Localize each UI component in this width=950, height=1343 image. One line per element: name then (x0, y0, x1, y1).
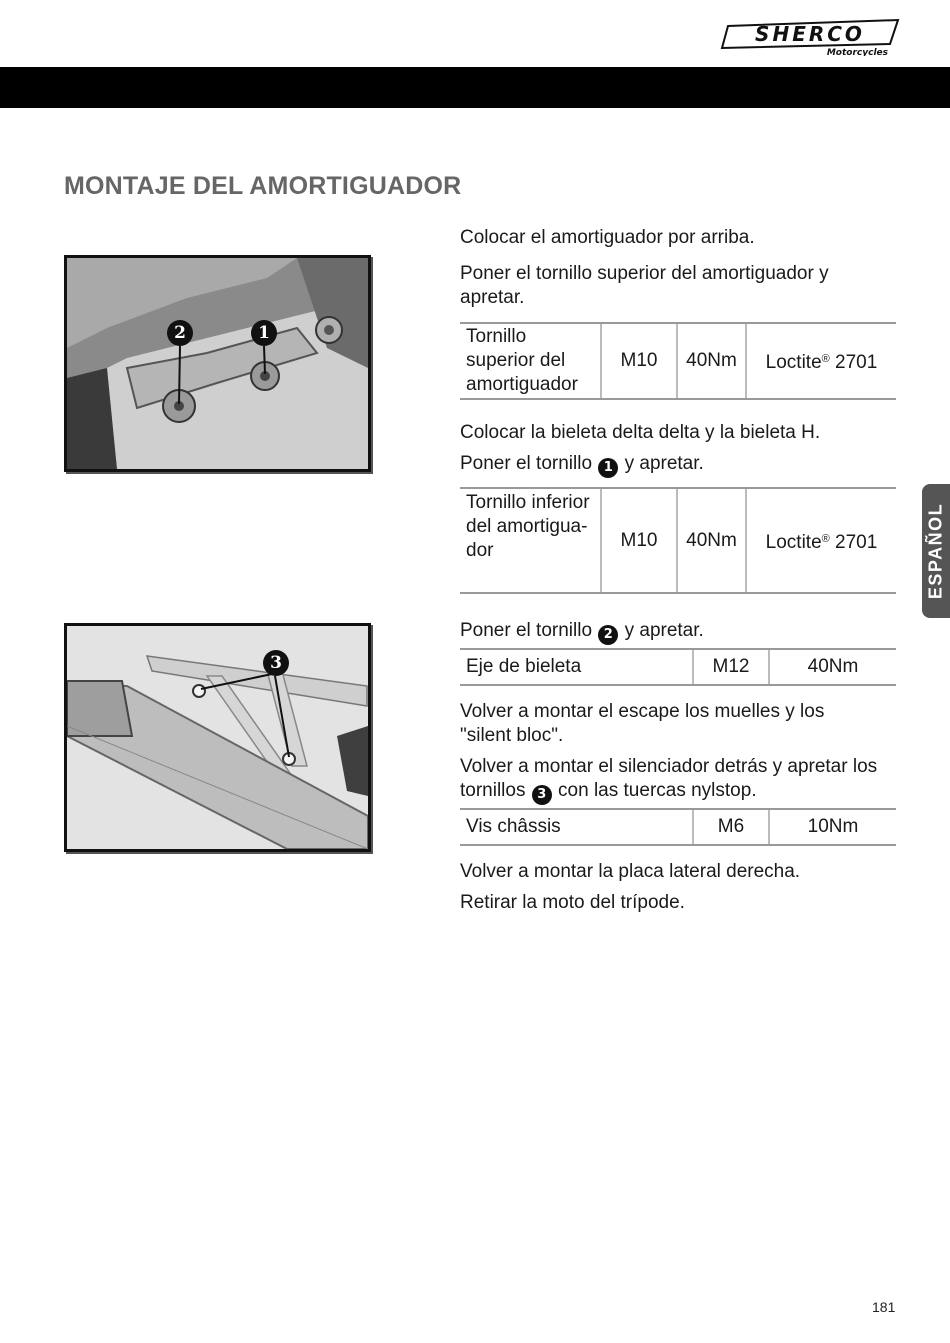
size-cell: M10 (601, 488, 677, 593)
part-cell: Tornillo inferior del amortigua-dor (460, 488, 601, 593)
table-row (460, 649, 896, 685)
language-tab-label: ESPAÑOL (925, 502, 946, 600)
step-5: Poner el tornillo 2 y apretar. (460, 619, 896, 645)
part-cell: Tornillo superior del amortiguador (460, 323, 601, 399)
torque-cell: 40Nm (769, 649, 896, 685)
logo-text: SHERCO (755, 22, 865, 46)
bolt-number-badge: 2 (598, 625, 618, 645)
language-tab (922, 484, 950, 618)
bolt-number-badge: 1 (598, 458, 618, 478)
torque-table-chassis-screw (460, 808, 896, 846)
size-cell: M12 (693, 649, 769, 685)
table-row (460, 323, 896, 399)
callout-1: 1 (251, 320, 277, 346)
bolt-number-badge: 3 (532, 785, 552, 805)
step-7: Volver a montar el silenciador detrás y apretar los tornillos 3 con las tuercas nylstop. (460, 755, 880, 805)
step-1: Colocar el amortiguador por arriba. (460, 227, 755, 248)
table-row (460, 809, 896, 845)
step-8: Volver a montar la placa lateral derecha. (460, 861, 801, 882)
size-cell: M6 (693, 809, 769, 845)
page-number: 181 (872, 1299, 896, 1315)
torque-cell: 10Nm (769, 809, 896, 845)
step-6: Volver a montar el escape los muelles y los "silent bloc". (460, 701, 825, 746)
torque-table-upper-bolt (460, 322, 896, 400)
step-4: Poner el tornillo 1 y apretar. (460, 452, 896, 478)
callout-2: 2 (167, 320, 193, 346)
silencer-mount-photo (64, 623, 371, 852)
step-3: Colocar la bieleta delta delta y la bieleta H. (460, 422, 821, 443)
logo-subtext: Motorcycles (826, 48, 888, 56)
page-title: MONTAJE DEL AMORTIGUADOR (64, 172, 462, 200)
part-cell: Vis châssis (460, 809, 693, 845)
size-cell: M10 (601, 323, 677, 399)
torque-table-linkage-axle (460, 648, 896, 686)
table-row (460, 488, 896, 593)
loctite-cell: Loctite® 2701 (746, 488, 896, 593)
callout-3: 3 (263, 650, 289, 676)
sherco-logo (720, 14, 902, 56)
torque-cell: 40Nm (677, 488, 746, 593)
step-2: Poner el tornillo superior del amortiguador y apretar. (460, 263, 829, 308)
step-9: Retirar la moto del trípode. (460, 892, 685, 913)
header-bar (0, 67, 950, 108)
torque-cell: 40Nm (677, 323, 746, 399)
loctite-cell: Loctite® 2701 (746, 323, 896, 399)
torque-table-lower-bolt (460, 487, 896, 594)
shock-linkage-photo (64, 255, 371, 472)
part-cell: Eje de bieleta (460, 649, 693, 685)
